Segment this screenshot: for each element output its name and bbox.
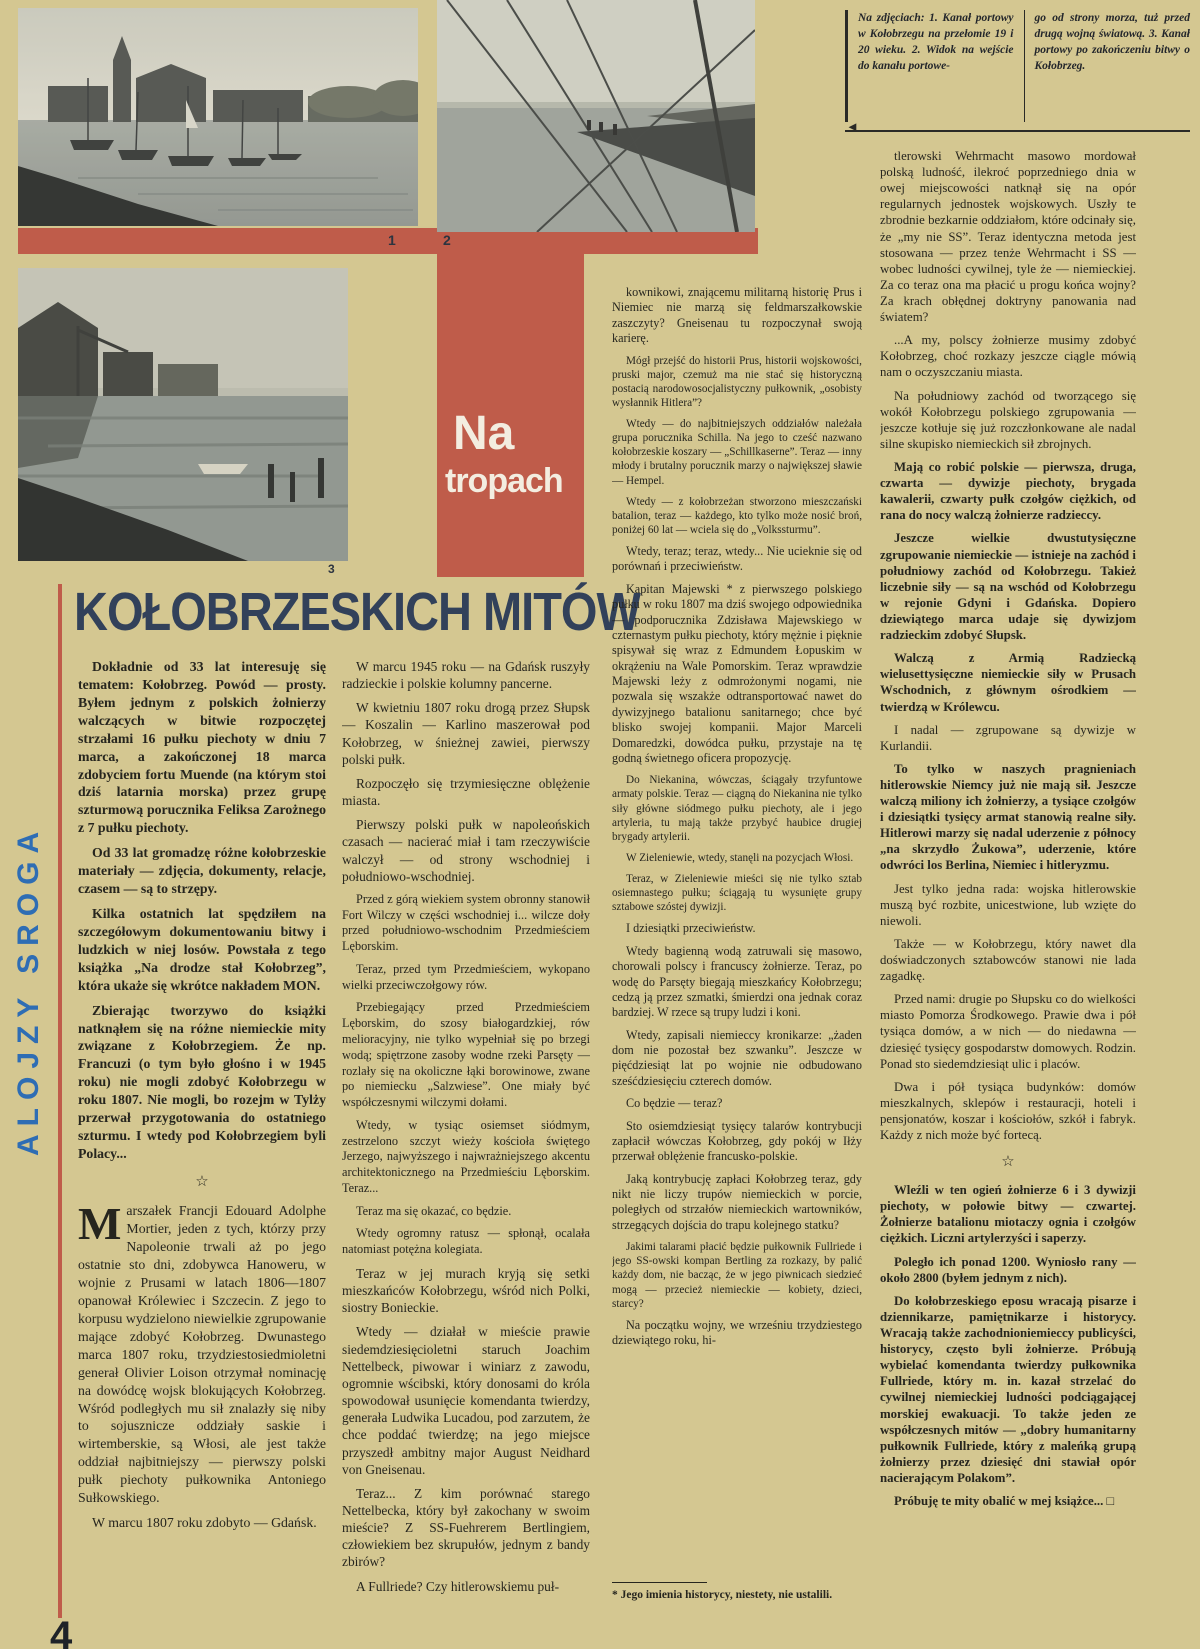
caption-arrow-icon: ◄ <box>846 119 859 134</box>
caption-column-2: go od strony morza, tuż przed drugą wojną światową. 3. Kanał portowy po zakończeniu bitwy o Kołobrzeg. <box>1034 12 1190 73</box>
paragraph: Kilka ostatnich lat spędziłem na szczegółowym dokumentowaniu bitwy i ludzkich w niej losów. Powstała z tego książka „Na drodze stał Kołobrzeg”, która ukaże się wkrótce nakładem MON. <box>78 905 326 993</box>
paragraph: Co będzie — teraz? <box>626 1096 723 1111</box>
photo-caption-box <box>845 10 1190 122</box>
paragraph: Teraz, w Zieleniewie mieści się nie tylko sztab osiemnastego pułku; ściągają tu wysunięte grupy sztabowe szóstej dywizji. <box>612 873 862 914</box>
kicker-line-1: Na <box>453 407 515 460</box>
paragraph: Teraz w jej murach kryją się setki mieszkańców Kołobrzegu, wśród nich Polki, siostry Bonieckie. <box>342 1265 590 1316</box>
footnote-rule <box>612 1582 707 1583</box>
paragraph: Jeszcze wielkie dwustutysięczne zgrupowanie niemieckie — istnieje na zachód i południowy zachód od Kołobrzegu. Takież liczebnie siły — są na wschód od Kołobrzegu w rejonie Gdyni i Gdańska. Dopiero dziewiątego marca udaje się dywizjom radzieckim zdobyć Słupsk. <box>880 531 1136 643</box>
paragraph: W kwietniu 1807 roku drogą przez Słupsk — Koszalin — Karlino maszerował pod Kołobrzeg, w śnieżnej zawiei, pierwszy polski pułk. <box>342 700 590 767</box>
paragraph: W Zieleniewie, wtedy, stanęli na pozycjach Włosi. <box>626 851 854 864</box>
photo-label-1: 1 <box>388 232 396 248</box>
paragraph: Od 33 lat gromadzę różne kołobrzeskie materiały — zdjęcia, dokumenty, relacje, czasem — są to strzępy. <box>78 845 326 897</box>
author-byline: ALOJZY SROGA <box>12 823 45 1156</box>
photo-deck-illustration <box>437 0 755 232</box>
paragraph: Próbuję te mity obalić w mej książce... □ <box>894 1494 1115 1509</box>
paragraph: Pierwszy polski pułk w napoleońskich czasach — nacierać miał i tam rzeczywiście walczył — od strony wschodniej i południowo-wschodniej. <box>342 817 590 884</box>
left-red-rule <box>58 584 62 1618</box>
kicker-block <box>437 228 584 577</box>
drop-cap: M <box>78 1198 122 1250</box>
paragraph: I dziesiątki przeciwieństw. <box>626 921 756 936</box>
paragraph: Kapitan Majewski * z pierwszego polskiego pułku w roku 1807 ma dziś swojego odpowiednika — podporucznika Zdzisława Majewskiego w czternastym pułku piechoty, który mężnie i pięknie spisywał się wraz z Edmundem Łopuskim w okrążeniu na Wale Pomorskim. Teraz wprawdzie Majewski leży z odmrożonymi nogami, nie pozwala się wszakże odtransportować nawet do dywizyjnego batalionu sanitarnego; chce być blisko swojej kompanii. Major Marceli Domaredzki, dowódca pułku, przystaje na tę godną świetnego oficera propozycję. <box>612 581 862 765</box>
paragraph: Teraz, przed tym Przedmieściem, wykopano wielki przeciwczołgowy rów. <box>342 961 590 992</box>
paragraph: Do Niekanina, wówczas, ściągały trzyfuntowe armaty polskie. Teraz — ciągną do Niekanina nie tylko siły główne siódmego pułku piechoty, ale i jego artyleria, tu mają także przybyć haubice drugiej brygady artylerii. <box>612 774 862 843</box>
paragraph: Wtedy — z kołobrzeżan stworzono mieszczański batalion, teraz — każdego, kto tylko może nosić broń, poniżej 60 lat — wciela się do „Volkssturmu”. <box>612 495 862 536</box>
page-number: 4 <box>50 1614 73 1649</box>
paragraph: Wtedy, w tysiąc osiemset siódmym, zestrzelono szczyt wieży kościoła świętego Jerzego, najwyższego i najwrażniejszego akcentu architektonicznego na Przedmieściu Lęborskim. Teraz... <box>342 1117 590 1195</box>
paragraph: Przed nami: drugie po Słupsku co do wielkości miasto Pomorza Środkowego. Prawie dwa i pół tysiąca domów, a w nich — do niedawna — dziesięć tysięcy gospodarstw domowych. Rodzin. Ponad sto siedemdziesiąt ulic i placów. <box>880 992 1136 1071</box>
paragraph: Marszałek Francji Edouard Adolphe Mortier, jeden z tych, którzy przy Napoleonie trwali aż po jego ostatnie sto dni, zdobywca Hanoweru, w wojnie z Prusami w latach 1806—1807 opanował Królewiec i Szczecin. Z jego to korpusu wydzielono niewielkie zgrupowanie mające zdobyć Kołobrzeg. Dwunastego marca 1807 roku, trzydziestosiedmioletni generał Olivier Loison otrzymał nominację na dowódcę wojsk blokujących Kołobrzeg. Wśród podległych mu sił znalazły się niby to sojusznicze oddziały saskie i wirtemberskie, są Włosi, ale jest także oddział najbitniejszy — pierwszy polski pułk piechoty pułkownika Antoniego Sułkowskiego. <box>78 1198 326 1506</box>
paragraph: A Fullriede? Czy hitlerowskiemu puł- <box>356 1578 560 1594</box>
paragraph: Dwa i pół tysiąca budynków: domów mieszkalnych, sklepów i restauracji, hoteli i pensjonatów, koszar i kościołów, szkół i fabryk. Każdy z nich może być fortecą. <box>880 1079 1136 1143</box>
kicker-line-2: tropach <box>445 462 563 500</box>
section-separator: ☆ <box>1001 1154 1015 1171</box>
photo-harbor-illustration <box>18 8 418 226</box>
paragraph: To tylko w naszych pragnieniach hitlerowskie Niemcy już nie mają sił. Jeszcze walczą miliony ich żołnierzy, a tysiące czołgów i dziesiątki tysięcy armat stanowią realne siły. Hitlerowi marzy się nadal uderzenie z północy „na skrzydło Żukowa”, uderzenie, które odwróci los Berlina, Niemiec i hitleryzmu. <box>880 761 1136 873</box>
paragraph: Sto osiemdziesiąt tysięcy talarów kontrybucji zapłacił wówczas Kołobrzeg, gdy pokój w Iłży przerwał oblężenie francusko-polskie. <box>612 1118 862 1164</box>
paragraph: Wtedy, zapisali niemieccy kronikarze: „żaden dom nie pozostał bez szwanku”. Jeszcze w pięćdziesiąt lat po wojnie nie odbudowano sześćdziesięciu czterech domów. <box>612 1027 862 1088</box>
paragraph: Jest tylko jedna rada: wojska hitlerowskie muszą być rozbite, unicestwione, lub wzięte do niewoli. <box>880 881 1136 928</box>
paragraph: Jakimi talarami płacić będzie pułkownik Fullriede i jego SS-owski kompan Bertling za rozkazy, by palić każdy dom, nie bacząc, że w jego piwnicach siedzieć mogą — przecież niemieckie — kobiety, dzieci, starcy? <box>612 1241 862 1310</box>
caption-rule <box>845 130 1190 132</box>
paragraph: kownikowi, znającemu militarną historię Prus i Niemiec nie marzą się feldmarszałkowskie zaszczyty? Gneisenau tu rozpoczynał swoją karierę. <box>612 285 862 346</box>
paragraph: ...A my, polscy żołnierze musimy zdobyć Kołobrzeg, choć rozkazy jeszcze ciągle mówią nam o oczyszczaniu miasta. <box>880 333 1136 380</box>
paragraph: Do kołobrzeskiego eposu wracają pisarze i dziennikarze, pamiętnikarze i historycy. Wracają także zachodnioniemieccy publicyści, historycy, często byli żołnierze. Próbują wybielać komendanta twierdzy pułkownika Fullriede, który m. in. kazał strzelać do cywilnej niemieckiej ludności podciągającej morskiej ewakuacji. To także jeden ze współczesnych mitów — „dobry humanitarny pułkownik Fullriede, który z maleńką grupą żołnierzy przez dziesięć dni stawiał opór nacierającym Polakom”. <box>880 1293 1136 1485</box>
paragraph: Wtedy, teraz; teraz, wtedy... Nie ucieknie się od porównań i przeciwieństw. <box>612 544 862 574</box>
paragraph: Poległo ich ponad 1200. Wyniosło rany — około 2800 (byłem jednym z nich). <box>880 1254 1136 1285</box>
paragraph: Dokładnie od 33 lat interesuję się tematem: Kołobrzeg. Powód — prosty. Byłem jednym z polskich żołnierzy walczących w bitwie rozpoczętej strzałami 16 pułku piechoty w dniu 7 marca, a zakończonej 18 marca zdobyciem fortu Muende (na którym stoi dziś latarnia morska) przez grupę szturmową porucznika Feliksa Zarożnego z 7 pułku piechoty. <box>78 659 326 836</box>
paragraph: Na południowy zachód od tworzącego się wokół Kołobrzegu polskiego zgrupowania — jeszcze kotłuje się już rozczłonkowane ale nadal silne skupisko niemieckich sił zbrojnych. <box>880 388 1136 451</box>
paragraph: Wtedy ogromny ratusz — spłonął, ocalała natomiast potężna kolegiata. <box>342 1226 590 1257</box>
article-column-4 <box>880 148 1136 1586</box>
paragraph: Mają co robić polskie — pierwsza, druga, czwarta — dywizje piechoty, brygada kawalerii, czwarty pułk czołgów ciężkich, od rana do nocy walczą żołnierze radzieccy. <box>880 459 1136 523</box>
article-column-2 <box>342 658 590 1633</box>
paragraph: Wleźli w ten ogień żołnierze 6 i 3 dywizji piechoty, w połowie bitwy — czwartej. Żołnierze batalionu miotaczy ognia i czołgów ciężkich. Liczni artylerzyści i saperzy. <box>880 1183 1136 1246</box>
paragraph: Wtedy bagienną wodą zatruwali się masowo, chorowali polscy i francuscy żołnierze. Teraz, po wodę do Parsęty biegają mieszkańcy Kołobrzegu; cedzą ją przez szmatki, śmierdzi ona jednak coraz bardziej. W rzece są trupy ludzi i koni. <box>612 943 862 1020</box>
paragraph: Rozpoczęło się trzymiesięczne oblężenie miasta. <box>342 775 590 809</box>
paragraph: W marcu 1945 roku — na Gdańsk ruszyły radzieckie i polskie kolumny pancerne. <box>342 659 590 692</box>
paragraph: Mógł przejść do historii Prus, historii wojskowości, pruski major, czemuż ma nie stać się historyczną postacią narodowosocjalistyczny pułkownik, „osobisty wysłannik Hitlera”? <box>612 354 862 409</box>
paragraph: Teraz ma się okazać, co będzie. <box>356 1203 512 1218</box>
paragraph: Walczą z Armią Radziecką wielusettysięczne niemieckie siły w Prusach Wschodnich, z głównym ośrodkiem — twierdzą w Królewcu. <box>880 651 1136 714</box>
paragraph: Przed z górą wiekiem system obronny stanowił Fort Wilczy w części wschodniej i... wilcze doły przed południowo-wschodnim Przedmieściem Lęborskim. <box>342 891 590 954</box>
photo-harbor-canal <box>18 8 418 226</box>
paragraph: tlerowski Wehrmacht masowo mordował polską ludność, ilekroć poprzedniego dnia w owej miejscowości natknął się na opór regularnych jednostek wojskowych. Uszły te zbrodnie bezkarnie oddziałom, które odcinały się, że „my nie SS”. Teraz identyczna metoda jest stosowana — przez tenże Wehrmacht i SS — wobec ludności cywilnej, tyle że — niemieckiej. Za co teraz ona ma płacić u progu końca wojny? Za krach obłędnej doktryny panowania nad światem? <box>880 149 1136 325</box>
paragraph: Także — w Kołobrzegu, który nawet dla doświadczonych sztabowców stanowi nie lada zagadkę. <box>880 936 1136 984</box>
paragraph: I nadal — zgrupowane są dywizje w Kurlandii. <box>880 722 1136 753</box>
photo-port-waterfront <box>18 268 348 561</box>
article-title: KOŁOBRZESKICH MITÓW <box>74 580 640 642</box>
paragraph: Zbierając tworzywo do książki natknąłem się na różne niemieckie mity związane z Kołobrzegiem. Że np. Francuzi (o tym było głośno i w 1945 roku) nie mogli zdobyć Kołobrzegu w roku 1807. Nie mogli, bo rozejm w Tylży przerwał przygotowania do ostatniego szturmu. I wtedy pod Kołobrzegiem byli Polacy... <box>78 1002 326 1161</box>
paragraph: Na początku wojny, we wrześniu trzydziestego dziewiątego roku, hi- <box>612 1317 862 1348</box>
caption-column-1: Na zdjęciach: 1. Kanał portowy w Kołobrzegu na przełomie 19 i 20 wieku. 2. Widok na wejście do kanału portowe- <box>858 12 1014 73</box>
article-column-1 <box>78 658 326 1633</box>
paragraph: Wtedy — do najbitniejszych oddziałów należała grupa porucznika Schilla. Na jego to cześć nazwano kołobrzeskie koszary — „Schillkaserne”. Teraz — inny młody i brutalny porucznik marzy o największej sławie — Hempel. <box>612 418 862 487</box>
paragraph: W marcu 1807 roku zdobyto — Gdańsk. <box>92 1515 317 1531</box>
photo-label-3: 3 <box>328 562 335 576</box>
photo-ship-deck <box>437 0 755 232</box>
footnote: * Jego imienia historycy, niestety, nie ustalili. <box>612 1589 833 1601</box>
paragraph: Przebiegający przed Przedmieściem Lęborskim, do szosy białogardzkiej, rów melioracyjny, nie tylko wypełniał się po brzegi wodą; spiętrzone zasoby wodne rzeki Parsęty — rozlały się na okoliczne łąki borowinowe, zwane po niemiecku „Salzwiese”. One miały być współczesnymi wilczymi dołami. <box>342 1000 590 1110</box>
caption-divider <box>1024 10 1025 122</box>
paragraph: Teraz... Z kim porównać starego Nettelbecka, który był zakochany w swoim mieście? Z SS-Fuehrerem Bertlingiem, człowiekiem bez skrupułów, jednym z bandy zbirów? <box>342 1485 590 1570</box>
photo-waterfront-illustration <box>18 268 348 561</box>
paragraph: Jaką kontrybucję zapłaci Kołobrzeg teraz, gdy nikt nie liczy trupów niemieckich w porcie, poległych od strzałów niemieckich wartowników, strzegących dojścia do trapu kolejnego statku? <box>612 1171 862 1232</box>
photo-label-2: 2 <box>443 232 451 248</box>
paragraph: Wtedy — działał w mieście prawie siedemdziesięcioletni staruch Joachim Nettelbeck, piwowar i winiarz z zawodu, ogromnie wścibski, który donosami do króla spowodował usunięcie komendanta twierdzy, generała Ludwika Lucadou, pod zarzutem, że chce poddać twierdzę; na jego miejsce przyszedł ambitny major August Neidhard von Gneisenau. <box>342 1324 590 1477</box>
article-column-3 <box>612 285 862 1580</box>
section-separator: ☆ <box>195 1173 209 1190</box>
